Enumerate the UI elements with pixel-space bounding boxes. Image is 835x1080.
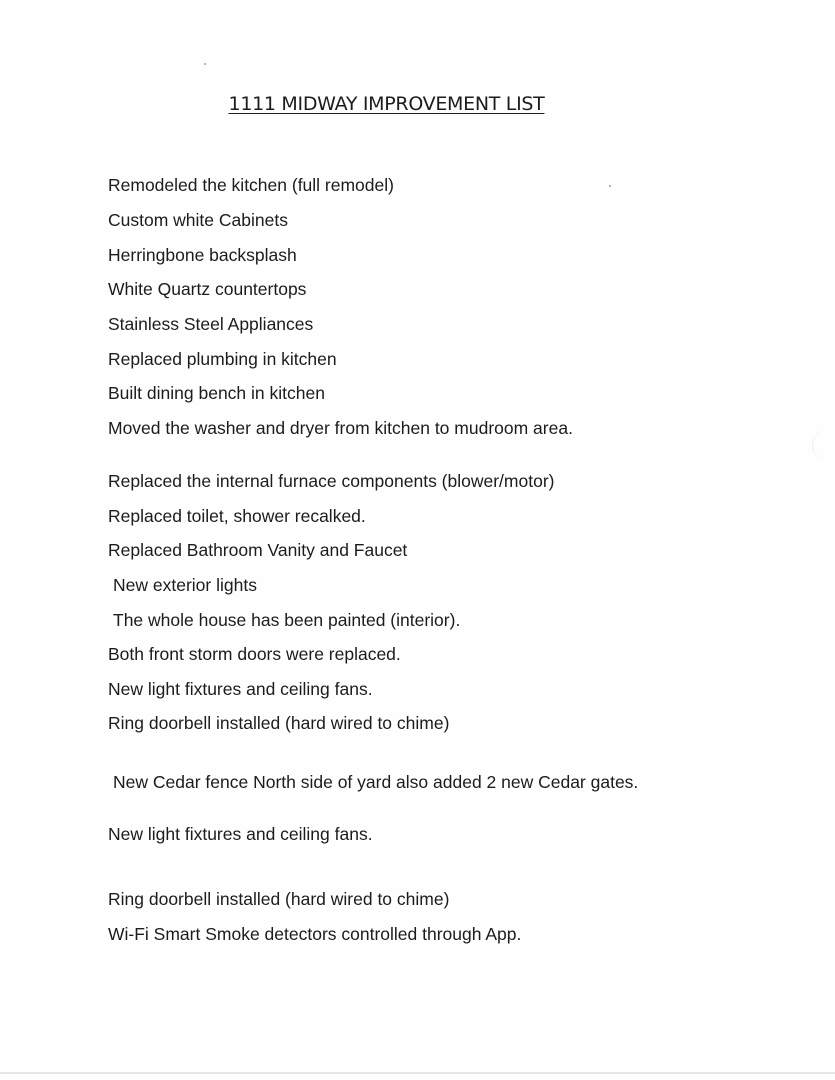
list-item: Replaced toilet, shower recalked.: [108, 506, 366, 526]
list-item: New Cedar fence North side of yard also added 2 new Cedar gates.: [113, 772, 639, 792]
list-item: White Quartz countertops: [108, 279, 307, 299]
list-item: New light fixtures and ceiling fans.: [108, 679, 373, 699]
list-item: Replaced Bathroom Vanity and Faucet: [108, 540, 408, 560]
list-item: Herringbone backsplash: [108, 245, 297, 265]
scan-speck: [609, 185, 611, 187]
page-title: 1111 MIDWAY IMPROVEMENT LIST: [228, 93, 545, 115]
list-item: Built dining bench in kitchen: [108, 383, 325, 403]
list-item: The whole house has been painted (interior).: [113, 610, 461, 630]
list-item: Stainless Steel Appliances: [108, 314, 314, 334]
list-item: Moved the washer and dryer from kitchen to mudroom area.: [108, 418, 573, 438]
list-item: Custom white Cabinets: [108, 210, 288, 230]
list-item: Wi-Fi Smart Smoke detectors controlled through App.: [108, 924, 522, 944]
scan-edge: [0, 1072, 835, 1074]
list-item: Ring doorbell installed (hard wired to chime): [108, 889, 450, 909]
scan-speck: [204, 63, 206, 65]
list-item: Replaced the internal furnace components (blower/motor): [108, 471, 555, 491]
list-item: Both front storm doors were replaced.: [108, 644, 401, 664]
list-item: New exterior lights: [113, 575, 257, 595]
list-item: Ring doorbell installed (hard wired to chime): [108, 713, 450, 733]
scan-artifact: [812, 430, 835, 460]
list-item: New light fixtures and ceiling fans.: [108, 824, 373, 844]
list-item: Replaced plumbing in kitchen: [108, 349, 337, 369]
list-item: Remodeled the kitchen (full remodel): [108, 175, 394, 195]
